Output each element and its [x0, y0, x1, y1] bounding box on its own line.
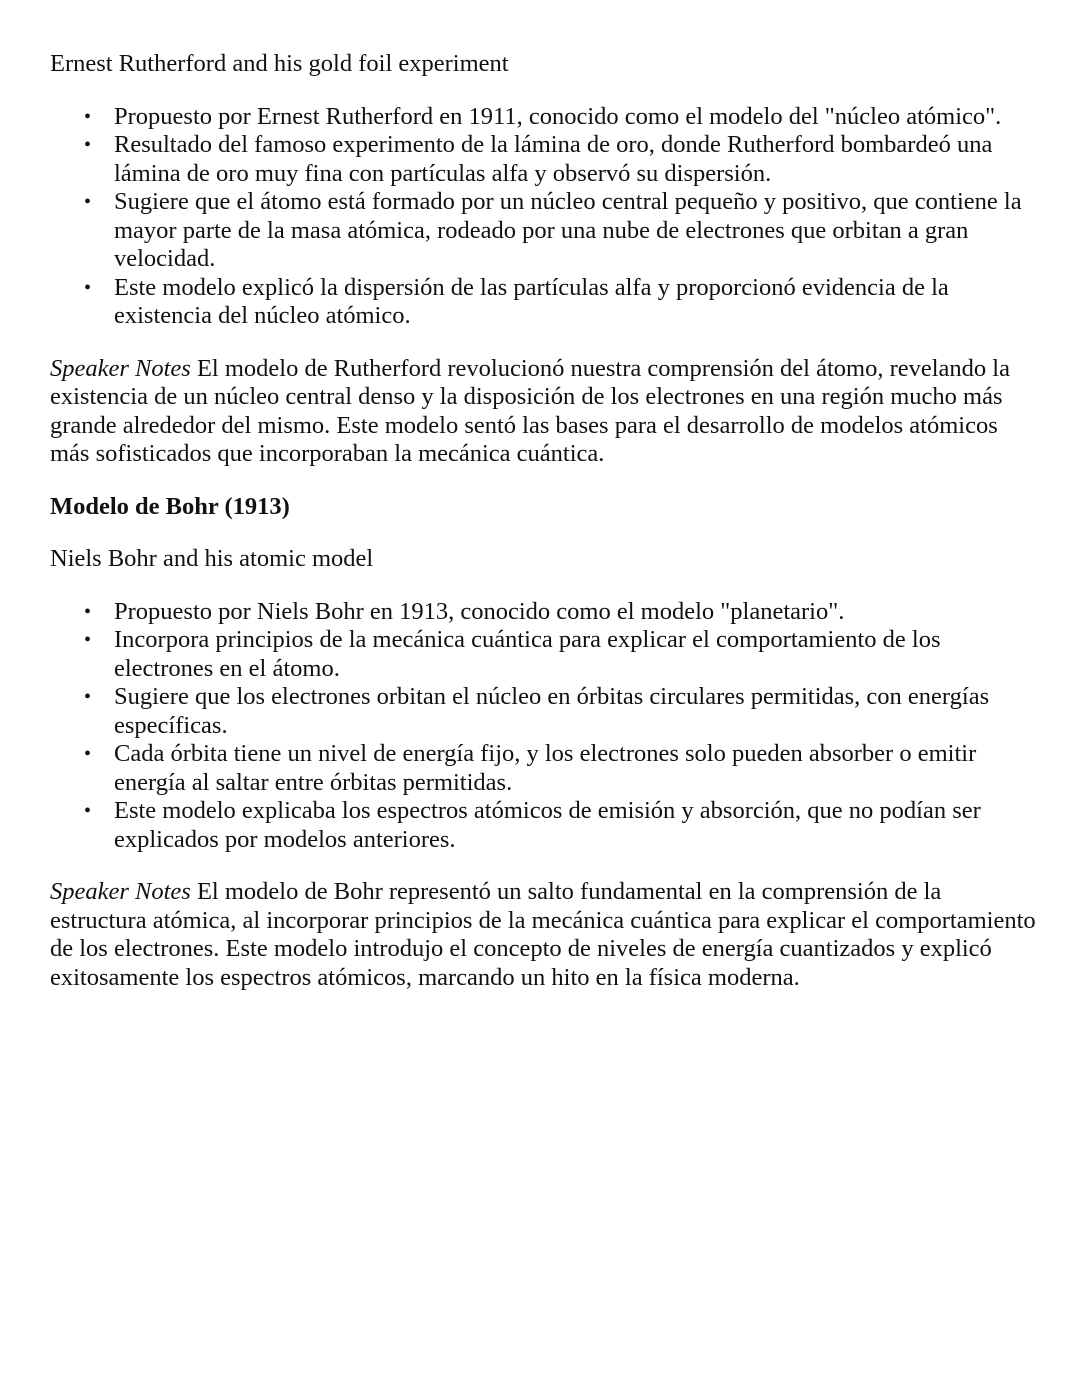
- document-page: [50, 50, 1040, 1016]
- bullet-icon: •: [84, 629, 92, 651]
- list-item: • Cada órbita tiene un nivel de energía fijo, y los electrones solo pueden absorber o emitir energía al saltar entre órbitas permitidas.: [84, 740, 977, 796]
- bullet-icon: •: [84, 191, 92, 213]
- bullet-icon: •: [84, 686, 92, 708]
- bohr-section-heading: Modelo de Bohr (1913): [50, 492, 290, 520]
- speaker-notes-label: Speaker Notes: [50, 354, 191, 382]
- list-item: • Sugiere que los electrones orbitan el núcleo en órbitas circulares permitidas, con energías específicas.: [84, 683, 990, 739]
- bohr-bullet-list: [50, 598, 1040, 855]
- list-item: • Este modelo explicaba los espectros atómicos de emisión y absorción, que no podían ser explicados por modelos anteriores.: [84, 797, 981, 853]
- speaker-notes-label: Speaker Notes: [50, 878, 191, 905]
- list-item: • Incorpora principios de la mecánica cuántica para explicar el comportamiento de los electrones en el átomo.: [84, 626, 941, 682]
- bullet-icon: •: [84, 743, 92, 765]
- bohr-speaker-notes: [50, 878, 1040, 992]
- rutherford-image-caption: Ernest Rutherford and his gold foil experiment: [50, 50, 509, 77]
- rutherford-speaker-notes: [50, 355, 1040, 469]
- bullet-icon: •: [84, 105, 92, 128]
- list-item: • Propuesto por Niels Bohr en 1913, conocido como el modelo "planetario".: [84, 597, 845, 625]
- bullet-icon: •: [84, 800, 92, 822]
- list-item: • Sugiere que el átomo está formado por un núcleo central pequeño y positivo, que contiene la mayor parte de la masa atómica, rodeado por una nube de electrones que orbitan a gran velocidad.: [84, 188, 1022, 272]
- bullet-icon: •: [84, 276, 92, 299]
- bohr-image-caption: Niels Bohr and his atomic model: [50, 545, 374, 572]
- speaker-notes-text: El modelo de Bohr representó un salto fundamental en la comprensión de la estructura atómica, al incorporar principios de la mecánica cuántica para explicar el comportamiento de los electrones. Este modelo introdujo el concepto de niveles de energía cuantizados y explicó exitosamente los espectros atómicos, marcando un hito en la física moderna.: [50, 878, 1036, 991]
- list-item: • Este modelo explicó la dispersión de las partículas alfa y proporcionó evidencia de la existencia del núcleo atómico.: [84, 273, 949, 329]
- rutherford-bullet-list: [50, 103, 1040, 331]
- bullet-icon: •: [84, 134, 92, 156]
- speaker-notes-text: El modelo de Rutherford revolucionó nuestra comprensión del átomo, revelando la existencia de un núcleo central denso y la disposición de los electrones en una región mucho más grande alrededor del mismo. Este modelo sentó las bases para el desarrollo de modelos atómicos más sofisticados que incorporaban la mecánica cuántica.: [50, 354, 1010, 467]
- list-item: • Propuesto por Ernest Rutherford en 1911, conocido como el modelo del "núcleo atómico".: [84, 102, 1002, 130]
- list-item: • Resultado del famoso experimento de la lámina de oro, donde Rutherford bombardeó una lámina de oro muy fina con partículas alfa y observó su dispersión.: [84, 131, 993, 187]
- bullet-icon: •: [84, 600, 92, 623]
